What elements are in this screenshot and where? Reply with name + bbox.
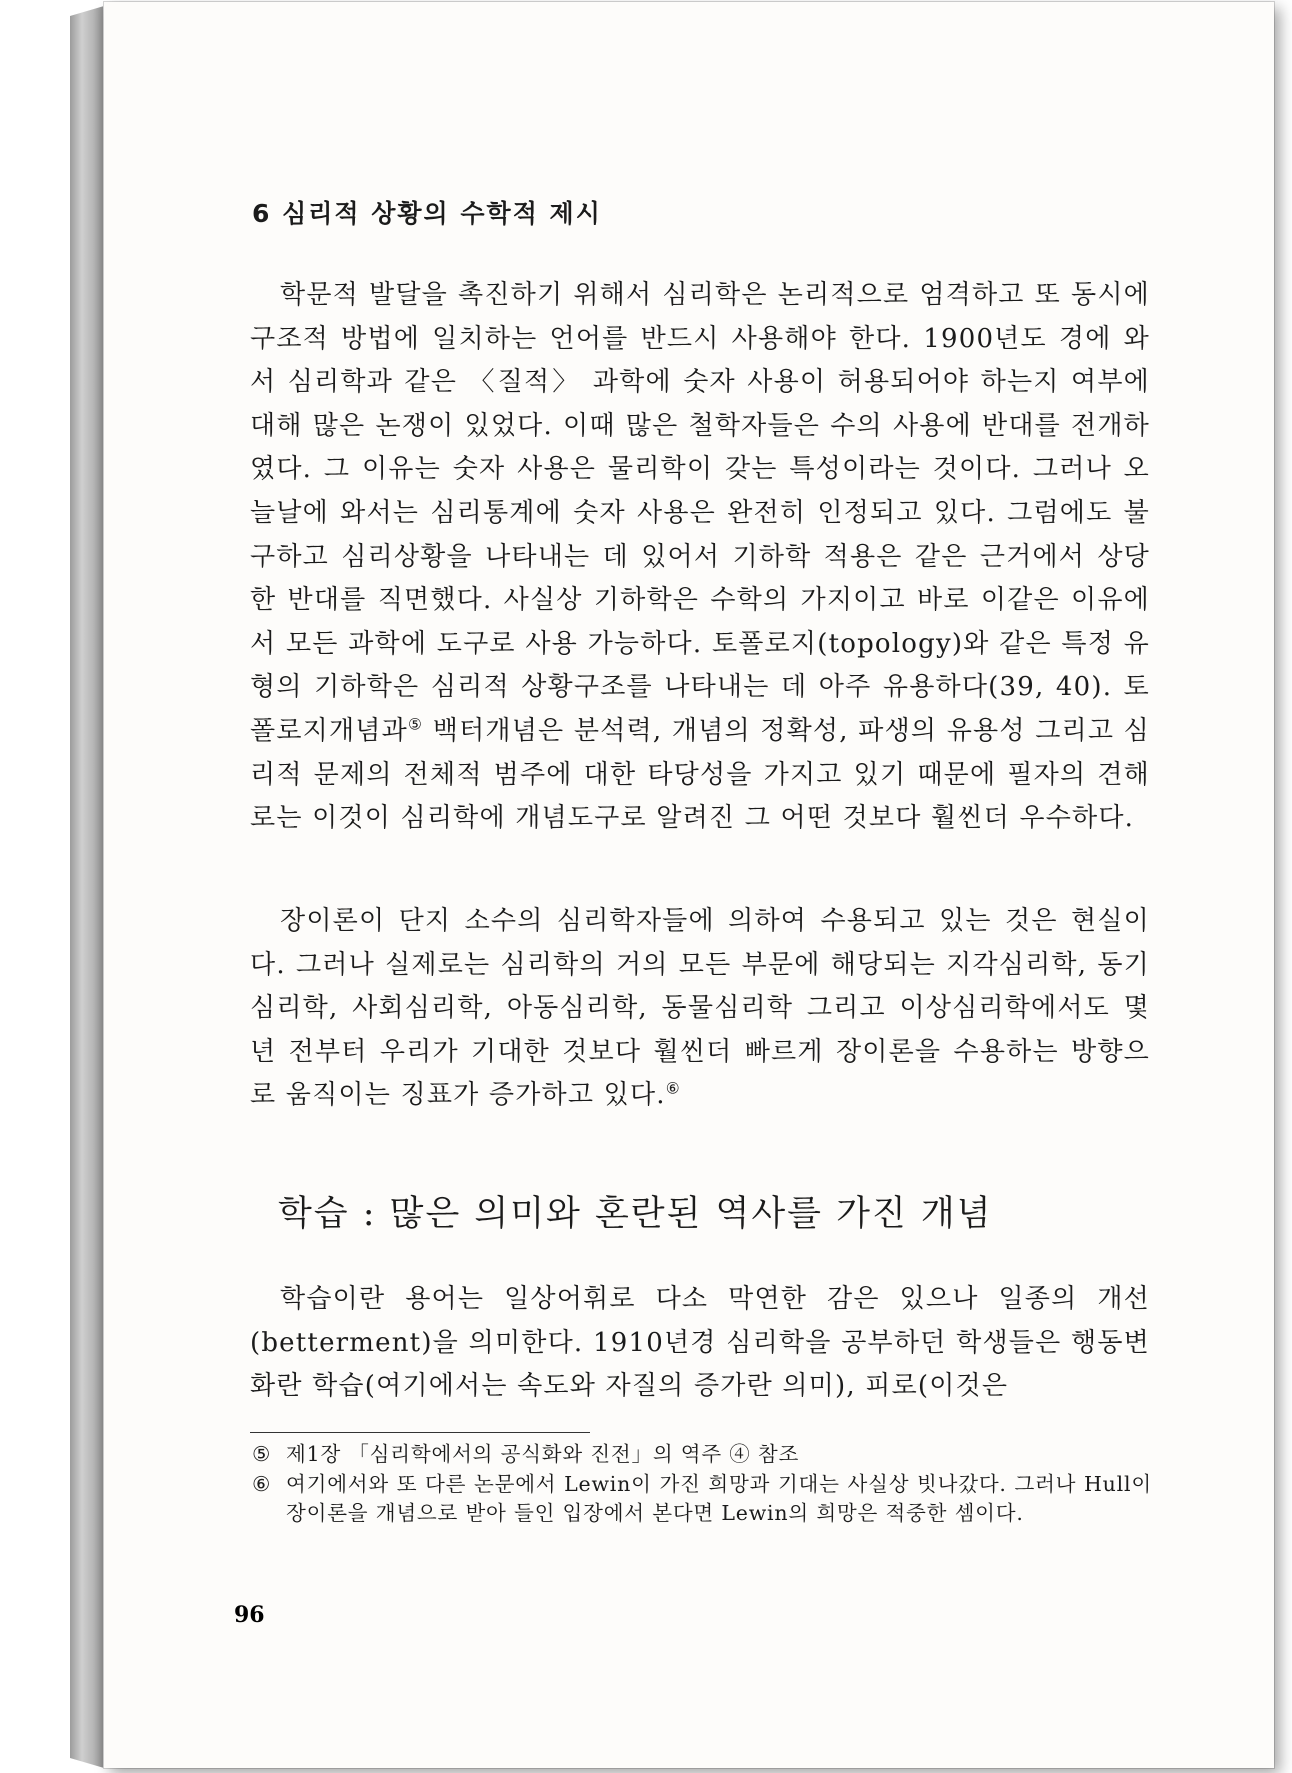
book-spine-edge — [70, 6, 104, 1768]
footnote-6 — [252, 1470, 1152, 1529]
chapter-heading: 학습 : 많은 의미와 혼란된 역사를 가진 개념 — [278, 1194, 993, 1234]
paragraph-3 — [250, 1278, 1150, 1409]
paragraph-1 — [250, 274, 1150, 841]
footnote-ref-6: ⑥ — [665, 1079, 681, 1098]
paragraph-1-text-a: 학문적 발달을 촉진하기 위해서 심리학은 논리적으로 엄격하고 또 동시에 구조적 방법에 일치하는 언어를 반드시 사용해야 한다. 1900년도 경에 와서 심리학과 같은 〈질적〉 과학에 숫자 사용이 허용되어야 하는지 여부에 대해 많은 논쟁이 있었다. 이때 많은 철학자들은 수의 사용에 반대를 전개하였다. 그 이유는 숫자 사용은 물리학이 갖는 특성이라는 것이다. 그러나 오늘날에 와서는 심리통계에 숫자 사용은 완전히 인정되고 있다. 그럼에도 불구하고 심리상황을 나타내는 데 있어서 기하학 적용은 같은 근거에서 상당한 반대를 직면했다. 사실상 기하학은 수학의 가지이고 바로 이같은 이유에서 모든 과학에 도구로 사용 가능하다. 토폴로지(topology)와 같은 특정 유형의 기하학은 심리적 상황구조를 나타내는 데 아주 유용하다(39, 40). 토폴로지개념과 — [250, 280, 1150, 746]
section-heading: 6 심리적 상황의 수학적 제시 — [252, 199, 602, 228]
footnote-text: 여기에서와 또 다른 논문에서 Lewin이 가진 희망과 기대는 사실상 빗나갔다. 그러나 Hull이 장이론을 개념으로 받아 들인 입장에서 본다면 Lewin의 희망은 적중한 셈이다. — [286, 1471, 1152, 1525]
footnote-divider — [250, 1432, 590, 1433]
footnote-text: 제1장 「심리학에서의 공식화와 진전」의 역주 ④ 참조 — [286, 1442, 800, 1466]
page-sheet — [104, 2, 1274, 1768]
footnote-mark: ⑤ — [252, 1442, 272, 1466]
footnote-5 — [252, 1440, 1152, 1470]
footnotes — [252, 1440, 1152, 1529]
paragraph-3-text: 학습이란 용어는 일상어휘로 다소 막연한 감은 있으나 일종의 개선(betterment)을 의미한다. 1910년경 심리학을 공부하던 학생들은 행동변화란 학습(여기에서는 속도와 자질의 증가란 의미), 피로(이것은 — [250, 1284, 1150, 1402]
page-number: 96 — [234, 1602, 265, 1628]
paragraph-2 — [250, 900, 1150, 1118]
footnote-ref-5: ⑤ — [407, 715, 424, 734]
footnote-mark: ⑥ — [252, 1471, 272, 1496]
paragraph-1-text-b: 백터개념은 분석력, 개념의 정확성, 파생의 유용성 그리고 심리적 문제의 전체적 범주에 대한 타당성을 가지고 있기 때문에 필자의 견해로는 이것이 심리학에 개념도구로 알려진 그 어떤 것보다 훨씬더 우수하다. — [250, 715, 1151, 834]
paragraph-2-text: 장이론이 단지 소수의 심리학자들에 의하여 수용되고 있는 것은 현실이다. 그러나 실제로는 심리학의 거의 모든 부문에 해당되는 지각심리학, 동기심리학, 사회심리학, 아동심리학, 동물심리학 그리고 이상심리학에서도 몇 년 전부터 우리가 기대한 것보다 훨씬더 빠르게 장이론을 수용하는 방향으로 움직이는 징표가 증가하고 있다. — [250, 906, 1150, 1111]
